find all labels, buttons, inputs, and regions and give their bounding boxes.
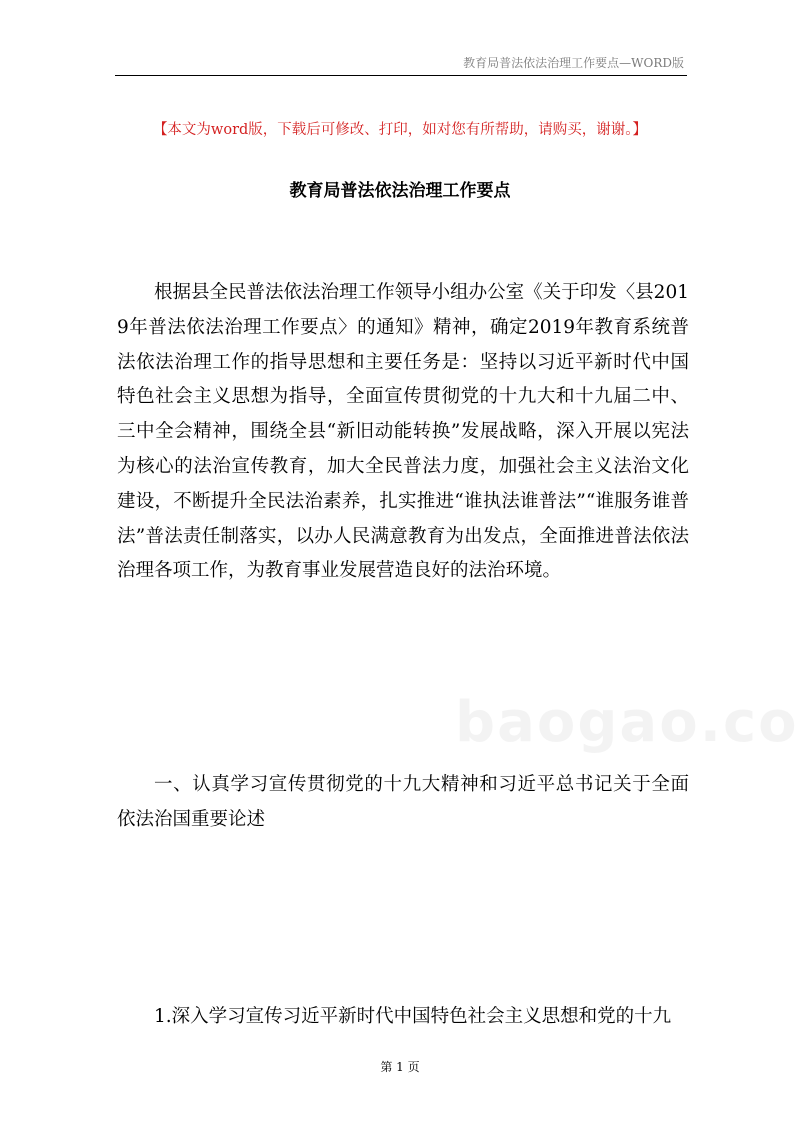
- download-notice: 【本文为word版，下载后可修改、打印，如对您有所帮助，请购买，谢谢。】: [152, 122, 648, 138]
- watermark: [455, 690, 800, 755]
- section-heading-1: 一、认真学习宣传贯彻党的十九大精神和习近平总书记关于全面依法治国重要论述: [117, 774, 689, 830]
- header-divider: [115, 75, 687, 76]
- subsection-heading-1: 1.深入学习宣传习近平新时代中国特色社会主义思想和党的十九: [154, 1006, 672, 1027]
- document-title: 教育局普法依法治理工作要点: [289, 181, 511, 201]
- running-header: 教育局普法依法治理工作要点—WORD版: [463, 56, 684, 70]
- page-number: 第 1 页: [380, 1060, 420, 1074]
- intro-paragraph: 根据县全民普法依法治理工作领导小组办公室《关于印发〈县2019年普法依法治理工作要点〉的通知》精神，确定2019年教育系统普法依法治理工作的指导思想和主要任务是：坚持以习近平新时代中国特色社会主义思想为指导，全面宣传贯彻党的十九大和十九届二中、三中全会精神，围绕全县“新旧动能转换”发展战略，深入开展以宪法为核心的法治宣传教育，加大全民普法力度，加强社会主义法治文化建设，不断提升全民法治素养，扎实推进“谁执法谁普法”“谁服务谁普法”普法责任制落实，以办人民满意教育为出发点，全面推进普法依法治理各项工作，为教育事业发展营造良好的法治环境。: [117, 282, 689, 582]
